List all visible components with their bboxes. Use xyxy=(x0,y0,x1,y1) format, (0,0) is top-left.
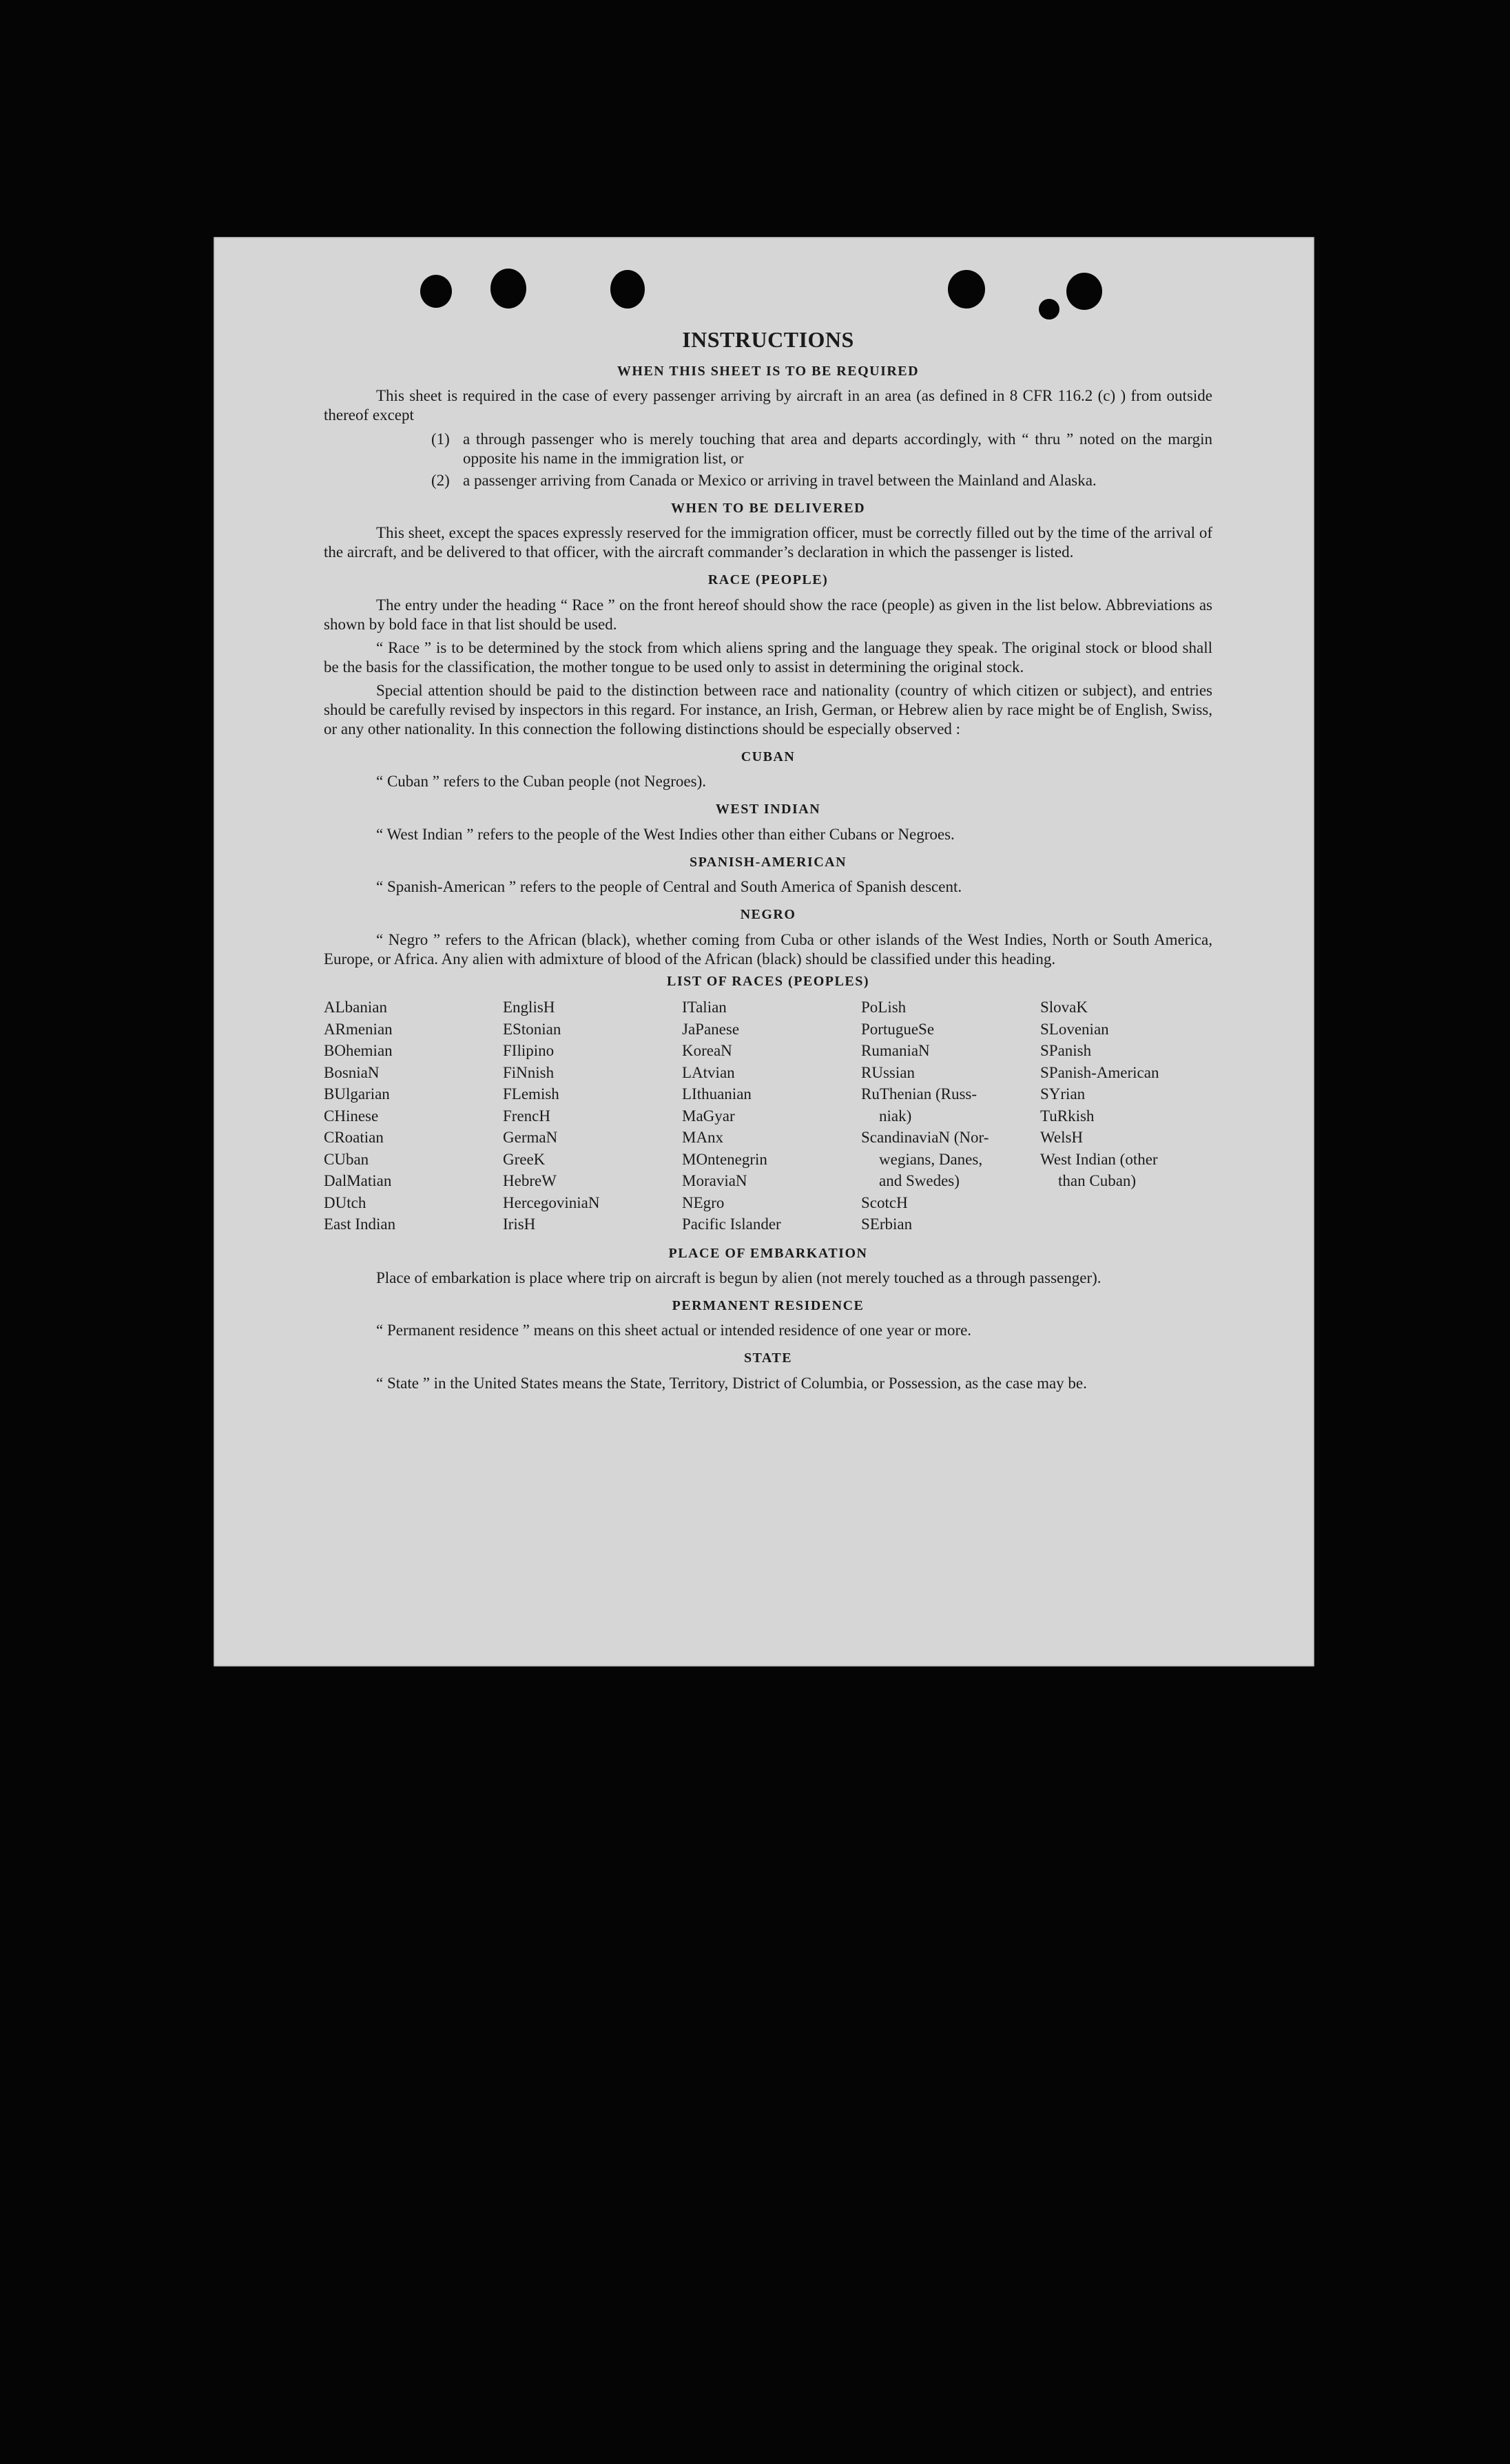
punch-hole xyxy=(420,275,452,308)
race-entry: EnglisH xyxy=(503,999,555,1016)
paragraph: “ Cuban ” refers to the Cuban people (not Negroes). xyxy=(376,773,707,791)
instructions-content xyxy=(324,326,1212,1397)
race-entry: ScandinaviaN (Nor- xyxy=(861,1129,989,1147)
race-entry: GreeK xyxy=(503,1150,546,1168)
race-entry: FIlipino xyxy=(503,1042,555,1060)
race-entry: RumaniaN xyxy=(861,1042,930,1060)
race-entry: wegians, Danes, xyxy=(879,1150,983,1168)
punch-hole xyxy=(1039,299,1059,320)
race-column xyxy=(861,996,1033,1235)
race-list xyxy=(324,996,1212,1235)
document-sheet xyxy=(214,237,1314,1667)
race-entry: SlovaK xyxy=(1040,999,1088,1016)
race-entry: RUssian xyxy=(861,1063,915,1081)
race-entry: MOntenegrin xyxy=(682,1150,767,1168)
paragraph: Special attention should be paid to the distinction between race and nationality (country of which citizen or subject), and entries should be carefully revised by inspectors in this regard. For instance, an Irish, German, or Hebrew alien by race might be of English, Swiss, or any other nationality. In this connection the following distinctions should be especially observed : xyxy=(324,681,1212,738)
section-heading: PERMANENT RESIDENCE xyxy=(672,1297,865,1313)
page-title: INSTRUCTIONS xyxy=(682,327,854,352)
section-heading: STATE xyxy=(743,1350,793,1366)
race-entry: ITalian xyxy=(682,999,727,1016)
section-heading: NEGRO xyxy=(740,907,796,923)
section-heading: PLACE OF EMBARKATION xyxy=(668,1245,868,1261)
paragraph: “ State ” in the United States means the State, Territory, District of Columbia, or Possession, as the case may be. xyxy=(376,1374,1087,1392)
race-entry: HercegoviniaN xyxy=(503,1193,600,1211)
list-item: (1) a through passenger who is merely touching that area and departs accordingly, with “ thru ” noted on the margin opposite his name in the immigration list, or xyxy=(431,430,1212,467)
race-entry: CUban xyxy=(324,1150,369,1168)
section-heading: WHEN THIS SHEET IS TO BE REQUIRED xyxy=(617,364,920,379)
race-entry: SPanish-American xyxy=(1040,1063,1159,1081)
race-entry: LIthuanian xyxy=(682,1085,752,1103)
race-entry: than Cuban) xyxy=(1058,1172,1137,1190)
paragraph: “ Permanent residence ” means on this sheet actual or intended residence of one year or more. xyxy=(376,1322,972,1339)
section-heading: WHEN TO BE DELIVERED xyxy=(670,500,866,516)
race-entry: BUlgarian xyxy=(324,1085,390,1103)
paragraph: The entry under the heading “ Race ” on the front hereof should show the race (people) as given in the list below. Abbreviations as shown by bold face in that list should be used. xyxy=(324,596,1212,633)
race-entry: SYrian xyxy=(1040,1085,1086,1103)
race-entry: GermaN xyxy=(503,1129,558,1147)
race-entry: CRoatian xyxy=(324,1129,384,1147)
race-entry: ARmenian xyxy=(324,1020,393,1038)
race-entry: HebreW xyxy=(503,1172,557,1190)
race-entry: TuRkish xyxy=(1040,1107,1095,1125)
punch-hole xyxy=(1066,273,1102,310)
paragraph: “ Spanish-American ” refers to the people of Central and South America of Spanish descent. xyxy=(376,878,962,896)
race-entry: WelsH xyxy=(1040,1129,1084,1147)
paragraph: “ Negro ” refers to the African (black), whether coming from Cuba or other islands of the West Indies, North or South America, Europe, or Africa. Any alien with admixture of blood of the African (black) should be classified under this heading. xyxy=(324,930,1212,968)
punch-hole xyxy=(948,270,985,309)
race-entry: MAnx xyxy=(682,1129,724,1147)
section-heading: LIST OF RACES (PEOPLES) xyxy=(666,973,869,989)
race-column xyxy=(324,996,496,1235)
section-heading: RACE (PEOPLE) xyxy=(707,572,829,588)
race-column xyxy=(1040,996,1212,1235)
section-heading: WEST INDIAN xyxy=(715,802,821,817)
paragraph: “ West Indian ” refers to the people of the West Indies other than either Cubans or Negroes. xyxy=(376,825,955,843)
race-entry: PoLish xyxy=(861,999,907,1016)
race-entry: BosniaN xyxy=(324,1063,380,1081)
race-entry: SLovenian xyxy=(1040,1020,1109,1038)
race-entry: DUtch xyxy=(324,1193,366,1211)
section-heading: SPANISH-AMERICAN xyxy=(689,854,847,870)
race-entry: FiNnish xyxy=(503,1063,555,1081)
race-entry: niak) xyxy=(879,1107,912,1125)
race-entry: KoreaN xyxy=(682,1042,732,1060)
race-entry: RuThenian (Russ- xyxy=(861,1085,978,1103)
race-entry: West Indian (other xyxy=(1040,1150,1158,1168)
race-entry: and Swedes) xyxy=(879,1172,960,1190)
race-column xyxy=(503,996,675,1235)
paragraph: This sheet, except the spaces expressly reserved for the immigration officer, must be correctly filled out by the time of the arrival of the aircraft, and be delivered to that officer, with the aircraft commander’s declaration in which the passenger is listed. xyxy=(324,524,1212,561)
race-column xyxy=(682,996,854,1235)
race-entry: LAtvian xyxy=(682,1063,735,1081)
race-entry: DalMatian xyxy=(324,1172,392,1190)
race-entry: MoraviaN xyxy=(682,1172,747,1190)
race-entry: ALbanian xyxy=(324,999,387,1016)
race-entry: Pacific Islander xyxy=(682,1215,781,1233)
race-entry: JaPanese xyxy=(682,1020,740,1038)
scan-background xyxy=(0,1667,1510,2464)
race-entry: PortugueSe xyxy=(861,1020,935,1038)
paragraph: This sheet is required in the case of every passenger arriving by aircraft in an area (as defined in 8 CFR 116.2 (c) ) from outside thereof except xyxy=(324,387,1212,424)
race-entry: CHinese xyxy=(324,1107,379,1125)
paragraph: “ Race ” is to be determined by the stock from which aliens spring and the language they speak. The original stock or blood shall be the basis for the classification, the mother tongue to be used only to assist in determining the original stock. xyxy=(324,638,1212,676)
list-item: (2) a passenger arriving from Canada or Mexico or arriving in travel between the Mainland and Alaska. xyxy=(431,471,1097,489)
section-heading: CUBAN xyxy=(741,749,796,764)
race-entry: EStonian xyxy=(503,1020,561,1038)
race-entry: FLemish xyxy=(503,1085,559,1103)
race-entry: MaGyar xyxy=(682,1107,735,1125)
race-entry: NEgro xyxy=(682,1193,725,1211)
race-entry: SPanish xyxy=(1040,1042,1092,1060)
race-entry: FrencH xyxy=(503,1107,550,1125)
punch-hole xyxy=(610,270,645,309)
race-entry: IrisH xyxy=(503,1215,536,1233)
race-entry: BOhemian xyxy=(324,1042,393,1060)
race-entry: ScotcH xyxy=(861,1193,908,1211)
paragraph: Place of embarkation is place where trip on aircraft is begun by alien (not merely touched as a through passenger). xyxy=(376,1268,1102,1286)
race-entry: East Indian xyxy=(324,1215,396,1233)
punch-hole xyxy=(490,269,526,309)
race-entry: SErbian xyxy=(861,1215,913,1233)
